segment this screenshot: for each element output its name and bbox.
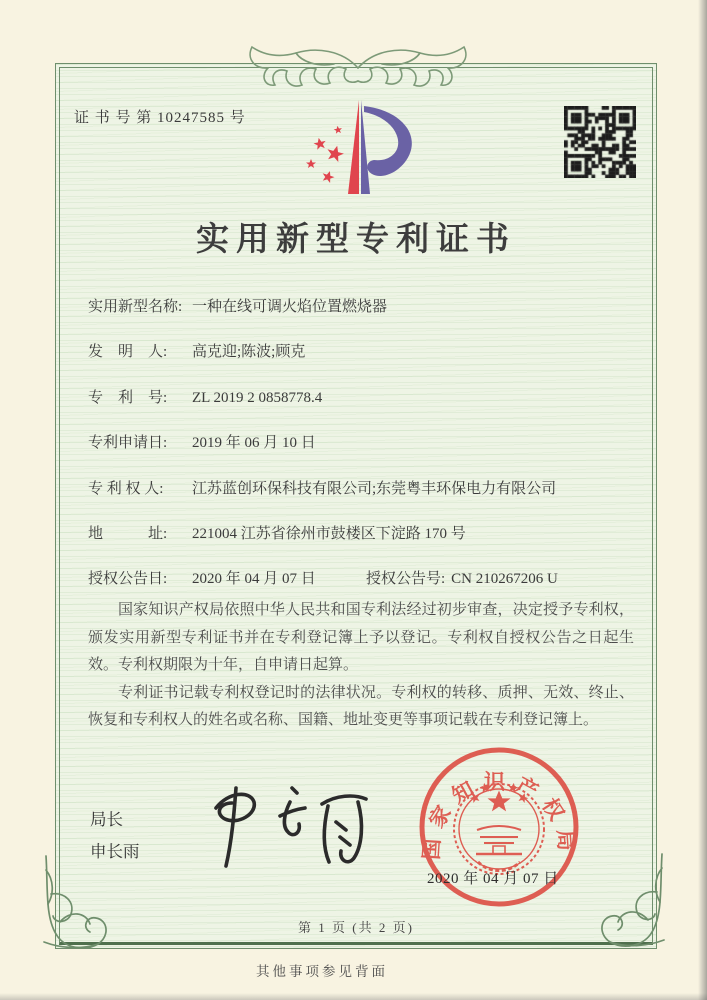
field-value: 江苏蓝创环保科技有限公司;东莞粤丰环保电力有限公司 [192, 480, 557, 497]
field-value: 高克迎;陈波;顾克 [192, 344, 306, 361]
bottom-left-corner-ornament-icon [34, 854, 138, 958]
page-number: 第 1 页 (共 2 页) [298, 920, 414, 935]
field-value: CN 210267206 U [451, 571, 558, 588]
certificate-fields [88, 297, 640, 615]
commissioner-role: 局长 [90, 810, 123, 829]
back-page-note: 其他事项参见背面 [256, 964, 388, 979]
field-label: 专 利 号: [88, 389, 168, 406]
field-row-address [88, 524, 640, 545]
field-row-name [88, 297, 640, 318]
handwritten-signature-icon [192, 772, 388, 880]
field-row-grant [88, 569, 640, 590]
field-label: 发 明 人: [88, 344, 168, 361]
field-value: 一种在线可调火焰位置燃烧器 [192, 299, 388, 315]
certificate-title: 实用新型专利证书 [196, 222, 516, 258]
seal-arc-text: 国家知识产权局 [419, 770, 579, 861]
field-label: 专 利 权 人: [88, 480, 164, 497]
field-value: ZL 2019 2 0858778.4 [192, 389, 323, 406]
qr-code [564, 106, 636, 178]
certificate-number: 证 书 号 第 10247585 号 [74, 110, 246, 126]
field-row-patentee [88, 479, 640, 500]
svg-text:国家知识产权局 [419, 770, 579, 860]
top-border-ornament-icon [238, 40, 478, 94]
legal-paragraph-2: 专利证书记载专利权登记时的法律状况。专利权的转移、质押、无效、终止、恢复和专利权人的姓名或名称、国籍、地址变更等事项记载在专利登记簿上。 [88, 684, 634, 728]
cnipa-logo-icon [290, 94, 422, 198]
field-value: 2019 年 06 月 10 日 [192, 435, 316, 452]
field-label: 实用新型名称: [88, 299, 183, 315]
field-label: 专利申请日: [88, 435, 168, 452]
legal-paragraph-1: 国家知识产权局依照中华人民共和国专利法经过初步审查，决定授予专利权，颁发实用新型专利证书并在专利登记簿上予以登记。专利权自授权公告之日起生效。专利权期限为十年，自申请日起算。 [88, 602, 634, 673]
grant-no-cell [366, 571, 558, 587]
field-label: 授权公告日: [88, 571, 168, 588]
legal-text [88, 597, 634, 735]
field-label: 地 址: [88, 525, 168, 542]
commissioner-name: 申长雨 [90, 842, 140, 861]
field-label: 授权公告号: [366, 571, 446, 588]
field-row-inventors [88, 342, 640, 363]
grant-date-cell [88, 569, 366, 590]
field-value: 221004 江苏省徐州市鼓楼区下淀路 170 号 [192, 525, 466, 542]
field-value: 2020 年 04 月 07 日 [192, 571, 316, 588]
seal-date: 2020 年 04 月 07 日 [427, 871, 559, 887]
field-row-filing-date [88, 433, 640, 454]
field-row-patent-no [88, 388, 640, 409]
